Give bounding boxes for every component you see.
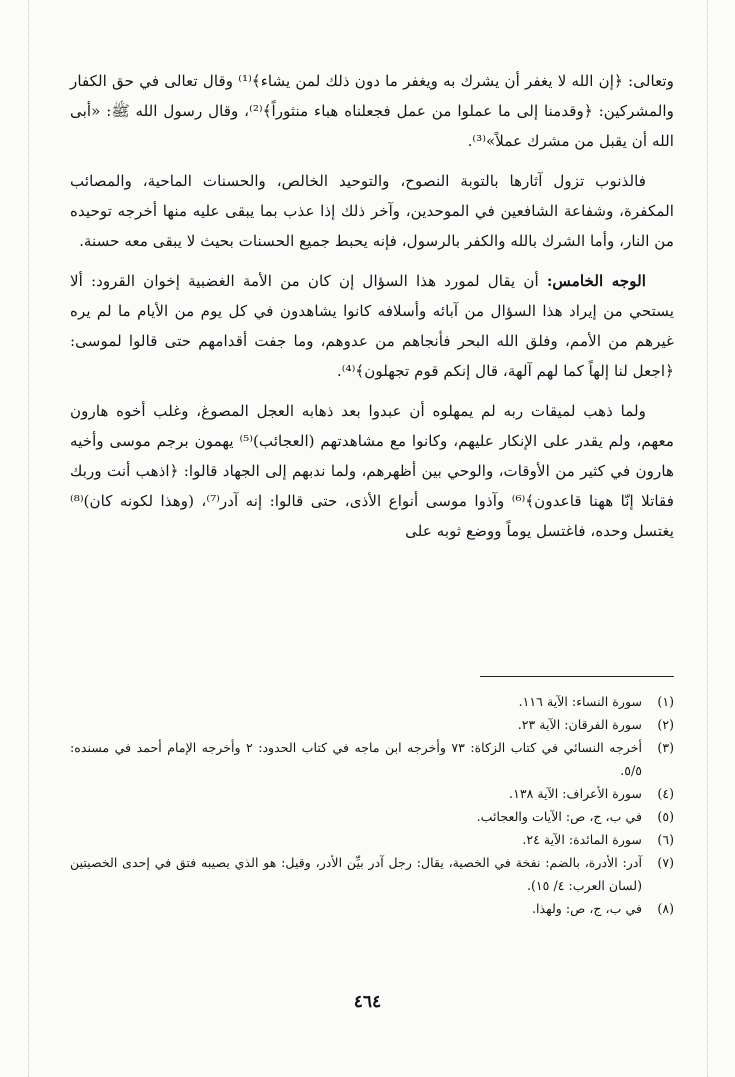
scan-margin-line: [28, 0, 29, 1077]
footnote-text: سورة الأعراف: الآية ١٣٨.: [509, 786, 642, 801]
footnote-text: آدر: الأدرة، بالضم: نفخة في الخصية، يقال: رجل آدر بيِّن الأدر، وقيل: هو الذي يصيبه فتق في إحدى الخصيتين (لسان العرب: ٤/ ١٥).: [70, 855, 642, 893]
footnote-separator: [480, 676, 674, 677]
footnote: [70, 897, 674, 920]
footnotes: [70, 690, 674, 920]
footnote: [70, 851, 674, 897]
footnote-text: في ب، ج، ص: الآيات والعجائب.: [476, 809, 642, 824]
footnote: [70, 805, 674, 828]
footnote-text: في ب، ج، ص: ولهذا.: [532, 901, 642, 916]
footnote: [70, 828, 674, 851]
paragraph-text: فالذنوب تزول آثارها بالتوبة النصوح، والتوحيد الخالص، والحسنات الماحية، والمصائب المكفرة، وشفاعة الشافعين في الموحدين، وآخر ذلك إذا عذب بما يبقى عليه منها أخرجه توحيده من النار، وأما الشرك بالله والكفر بالرسول، فإنه يحبط جميع الحسنات بحيث لا يبقى معه حسنة.: [70, 172, 674, 250]
footnote-text: أخرجه النسائي في كتاب الزكاة: ٧٣ وأخرجه ابن ماجه في كتاب الحدود: ٢ وأخرجه الإمام أحمد في مسنده: ٥/٥.: [70, 740, 642, 778]
paragraph-text: وتعالى: ﴿إن الله لا يغفر أن يشرك به ويغفر ما دون ذلك لمن يشاء﴾⁽¹⁾ وقال تعالى في حق الكفار والمشركين: ﴿وقدمنا إلى ما عملوا من عمل فجعلناه هباء منثوراً﴾⁽²⁾، وقال رسول الله ﷺ: «أبى الله أن يقبل من مشرك عملاً»⁽³⁾.: [70, 72, 674, 150]
section-heading: الوجه الخامس:: [546, 272, 646, 290]
footnote: [70, 782, 674, 805]
footnote: [70, 736, 674, 782]
footnote: [70, 713, 674, 736]
footnote-text: سورة الفرقان: الآية ٢٣.: [517, 717, 642, 732]
paragraph: [70, 396, 674, 546]
footnote-number: (٢): [657, 717, 674, 732]
footnote-number: (٣): [657, 740, 674, 755]
page-number: ٤٦٤: [353, 992, 382, 1012]
footnote-number: (٥): [657, 809, 674, 824]
main-text: [70, 66, 674, 546]
footnote-number: (٤): [657, 786, 674, 801]
paragraph-text: ولما ذهب لميقات ربه لم يمهلوه أن عبدوا بعد ذهابه العجل المصوغ، وغلب أخوه هارون معهم، ولم يقدر على الإنكار عليهم، وكانوا مع مشاهدتهم (العجائب)⁽⁵⁾ يهمون برجم موسى وأخيه هارون في كثير من الأوقات، والوحي بين أظهرهم، ولما ندبهم إلى الجهاد قالوا: ﴿اذهب أنت وربك فقاتلا إنّا ههنا قاعدون﴾⁽⁶⁾ وآذوا موسى أنواع الأذى، حتى قالوا: إنه آدر⁽⁷⁾، (وهذا لكونه كان)⁽⁸⁾ يغتسل وحده، فاغتسل يوماً ووضع ثوبه على: [70, 402, 674, 540]
paragraph-text: أن يقال لمورد هذا السؤال إن كان من الأمة الغضبية إخوان القرود: ألا يستحي من إيراد هذا السؤال من آبائه وأسلافه كانوا يشاهدون في كل يوم من الأيام ما لم يره غيرهم من الأمم، وفلق الله البحر فأنجاهم من عدوهم، وما جفت أقدامهم حتى قالوا لموسى: ﴿اجعل لنا إلهاً كما لهم آلهة، قال إنكم قوم تجهلون﴾⁽⁴⁾.: [70, 272, 674, 380]
scan-margin-line: [707, 0, 708, 1077]
footnote-number: (١): [657, 694, 674, 709]
paragraph: [70, 66, 674, 156]
footnote: [70, 690, 674, 713]
footnote-number: (٨): [657, 901, 674, 916]
footnote-text: سورة النساء: الآية ١١٦.: [518, 694, 642, 709]
paragraph: [70, 166, 674, 256]
footnote-number: (٦): [657, 832, 674, 847]
paragraph: [70, 266, 674, 386]
footnote-number: (٧): [657, 855, 674, 870]
footnote-text: سورة المائدة: الآية ٢٤.: [522, 832, 642, 847]
